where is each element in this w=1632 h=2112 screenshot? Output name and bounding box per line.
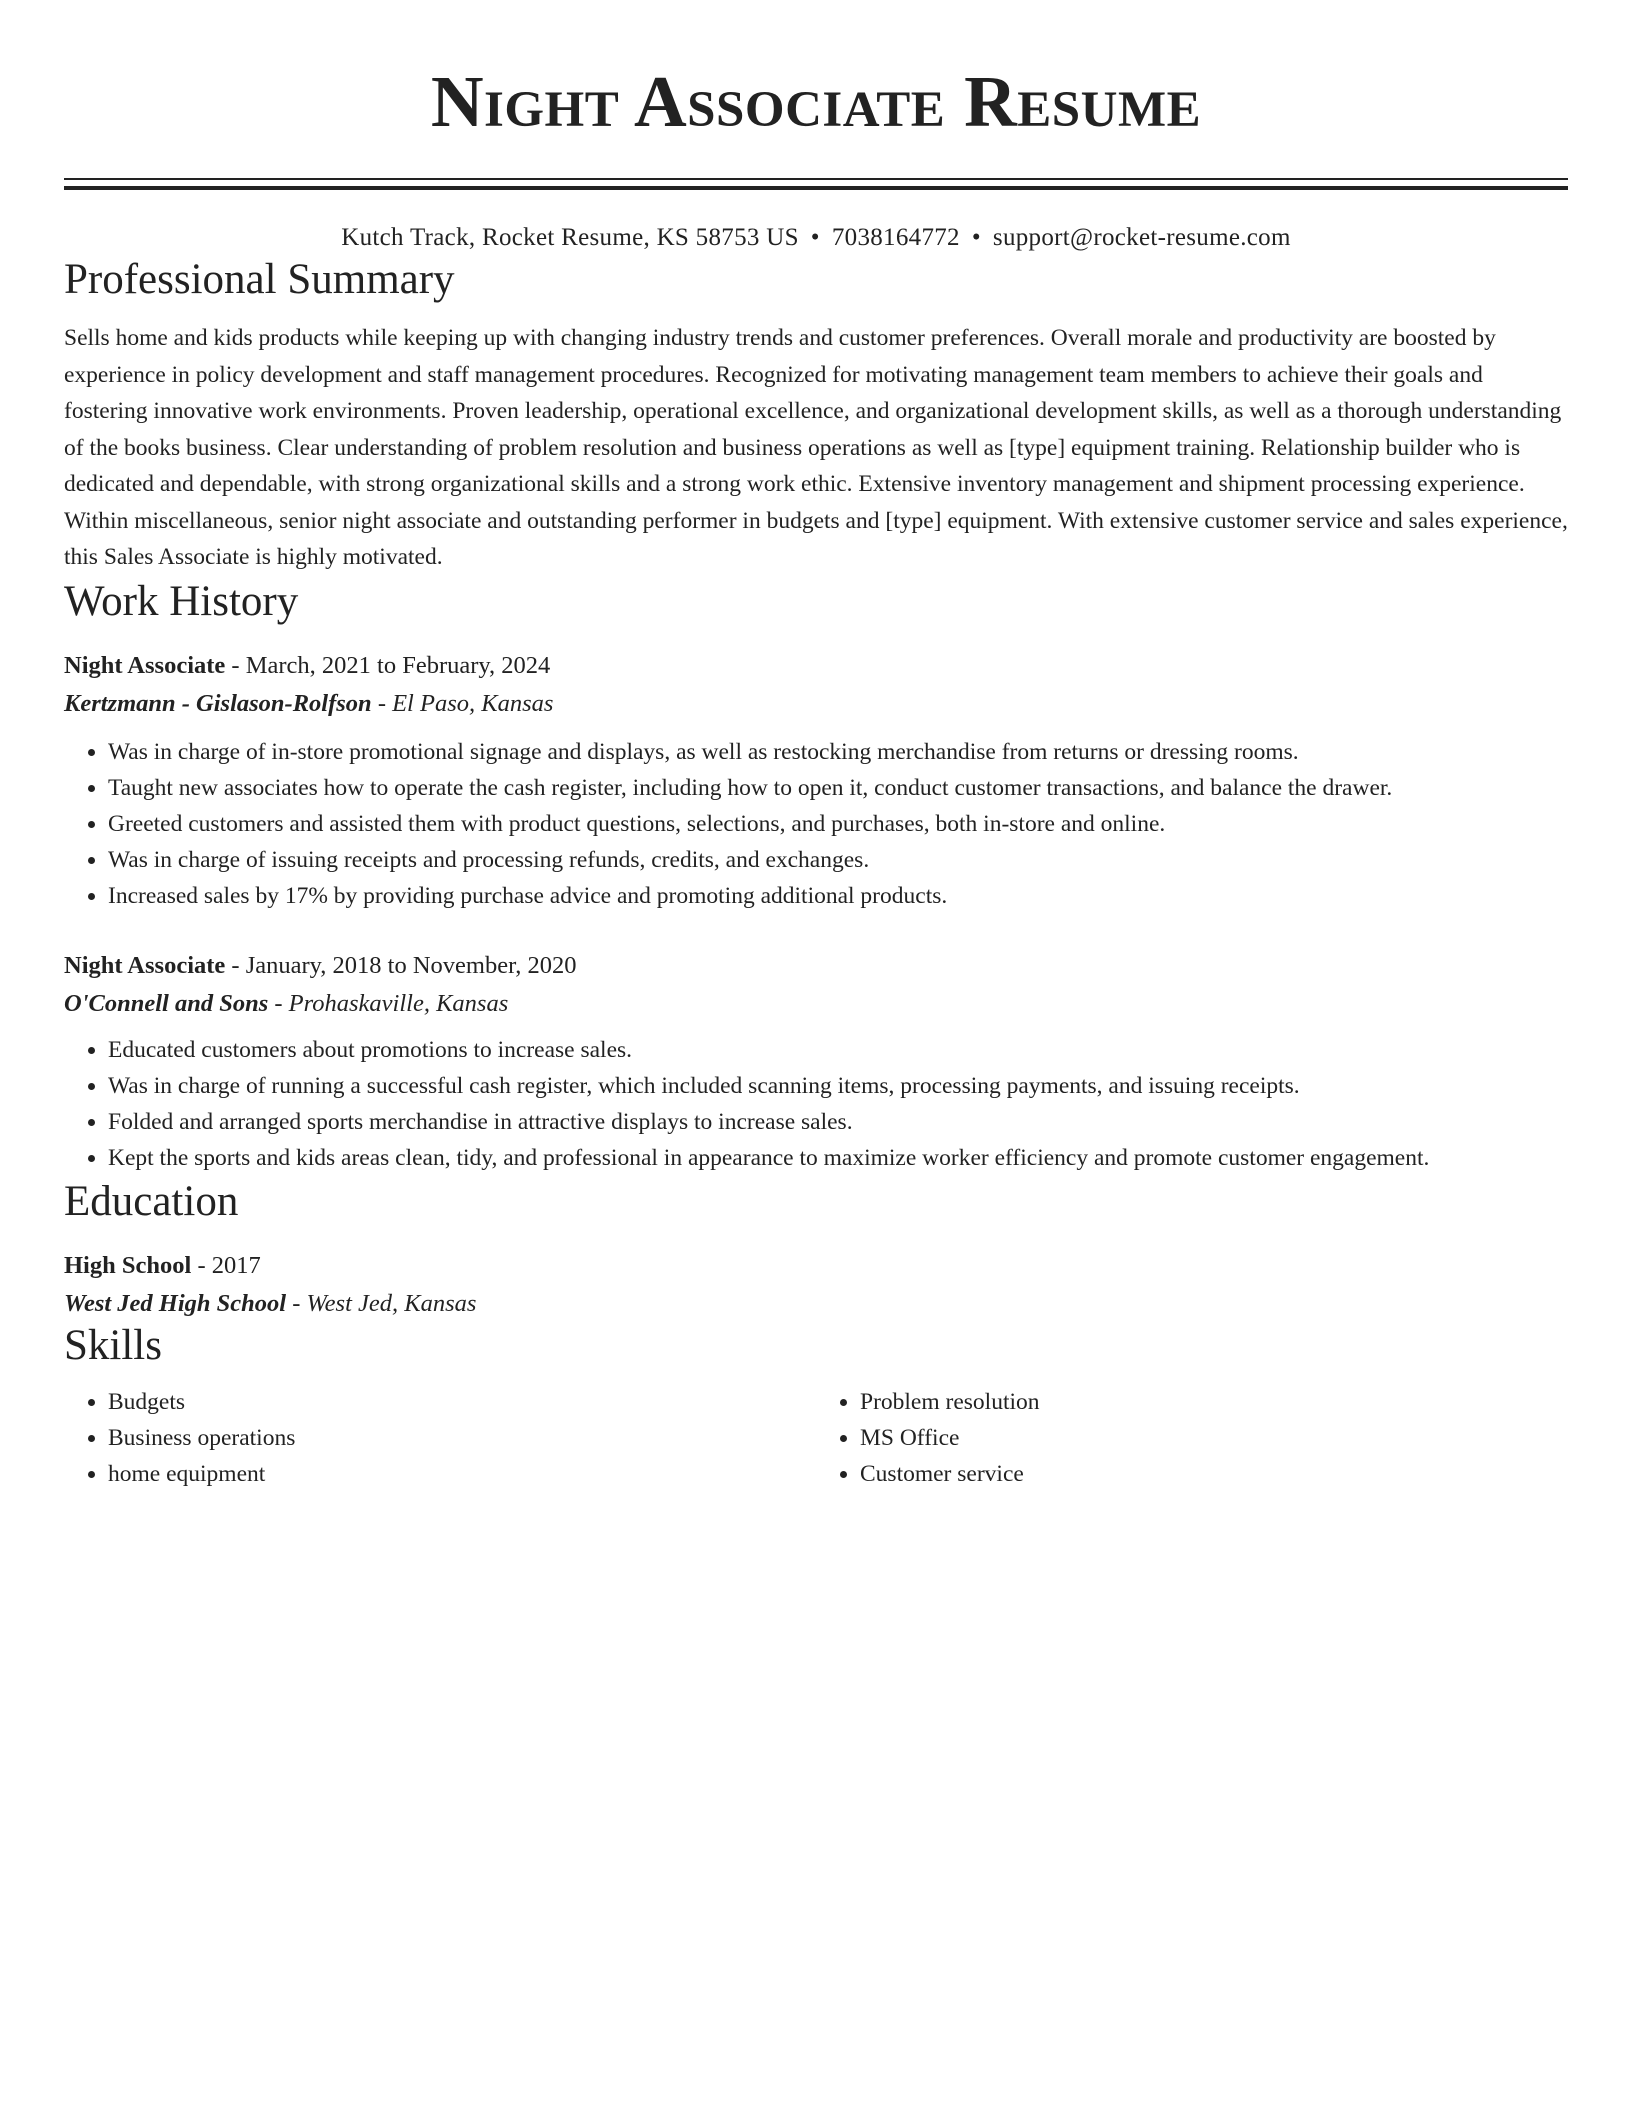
contact-line: [64, 222, 1568, 254]
title-divider: [64, 178, 1568, 190]
skills-column-right: [816, 1384, 1568, 1492]
education-heading: Education: [64, 1177, 239, 1225]
resume-title: Night Associate Resume: [430, 61, 1202, 142]
job-bullet: • Was in charge of in-store promotional signage and displays, as well as restocking merchandise from returns or dressing rooms.: [108, 734, 1568, 770]
employer-line: [64, 688, 1568, 720]
school-location: - West Jed, Kansas: [286, 1289, 477, 1317]
employer-name: Kertzmann - Gislason-Rolfson: [64, 689, 372, 717]
contact-separator: •: [971, 224, 981, 251]
job-title-line: [64, 950, 1568, 982]
employer-name: O'Connell and Sons: [64, 989, 269, 1017]
skill-item: • home equipment: [108, 1456, 816, 1492]
job-bullet: • Greeted customers and assisted them with product questions, selections, and purchases, both in-store and online.: [108, 806, 1568, 842]
job-bullet: • Was in charge of issuing receipts and processing refunds, credits, and exchanges.: [108, 842, 1568, 878]
job-title: Night Associate: [64, 951, 226, 979]
school-line: [64, 1288, 1568, 1320]
summary-text: Sells home and kids products while keeping up with changing industry trends and customer preferences. Overall morale and productivity are boosted by experience in policy development and staff management procedures. Recognized for motivating management team members to achieve their goals and fostering innovative work environments. Proven leadership, operational excellence, and organizational development skills, as well as a thorough understanding of the books business. Clear understanding of problem resolution and business operations as well as [type] equipment training. Relationship builder who is dedicated and dependable, with strong organizational skills and a strong work ethic. Extensive inventory management and shipment processing experience. Within miscellaneous, senior night associate and outstanding performer in budgets and [type] equipment. With extensive customer service and sales experience, this Sales Associate is highly motivated.: [64, 325, 1568, 570]
contact-phone: 7038164772: [831, 224, 960, 251]
school-name: West Jed High School: [64, 1289, 287, 1317]
skills-heading: Skills: [64, 1321, 162, 1369]
job-bullet: • Increased sales by 17% by providing purchase advice and promoting additional products.: [108, 878, 1568, 914]
job-dates: - January, 2018 to November, 2020: [225, 951, 577, 979]
job-bullet: • Kept the sports and kids areas clean, tidy, and professional in appearance to maximize worker efficiency and promote customer engagement.: [108, 1140, 1568, 1176]
skill-item: • MS Office: [860, 1420, 1568, 1456]
skill-item: • Budgets: [108, 1384, 816, 1420]
job-bullet: • Was in charge of running a successful cash register, which included scanning items, processing payments, and issuing receipts.: [108, 1068, 1568, 1104]
degree-name: High School: [64, 1251, 192, 1279]
contact-email: support@rocket-resume.com: [992, 224, 1291, 251]
contact-address: Kutch Track, Rocket Resume, KS 58753 US: [341, 224, 799, 251]
degree-year: - 2017: [191, 1251, 261, 1279]
job-entry: [64, 950, 1568, 1176]
job-title-line: [64, 650, 1568, 682]
employer-location: - El Paso, Kansas: [371, 689, 554, 717]
contact-separator: •: [810, 224, 820, 251]
skill-item: • Business operations: [108, 1420, 816, 1456]
job-entry: [64, 650, 1568, 914]
degree-line: [64, 1250, 1568, 1282]
employer-line: [64, 988, 1568, 1020]
skill-item: • Customer service: [860, 1456, 1568, 1492]
work-history-heading: Work History: [64, 577, 299, 625]
job-bullets: [64, 734, 1568, 914]
employer-location: - Prohaskaville, Kansas: [268, 989, 509, 1017]
job-bullet: • Folded and arranged sports merchandise in attractive displays to increase sales.: [108, 1104, 1568, 1140]
summary-heading: Professional Summary: [64, 256, 455, 303]
skills-grid: [64, 1384, 1568, 1492]
job-dates: - March, 2021 to February, 2024: [225, 651, 551, 679]
skills-column-left: [64, 1384, 816, 1492]
job-bullet: • Taught new associates how to operate the cash register, including how to open it, conduct customer transactions, and balance the drawer.: [108, 770, 1568, 806]
job-bullet: • Educated customers about promotions to increase sales.: [108, 1032, 1568, 1068]
education-entry: [64, 1250, 1568, 1320]
skill-item: • Problem resolution: [860, 1384, 1568, 1420]
job-title: Night Associate: [64, 651, 226, 679]
job-bullets: [64, 1032, 1568, 1176]
